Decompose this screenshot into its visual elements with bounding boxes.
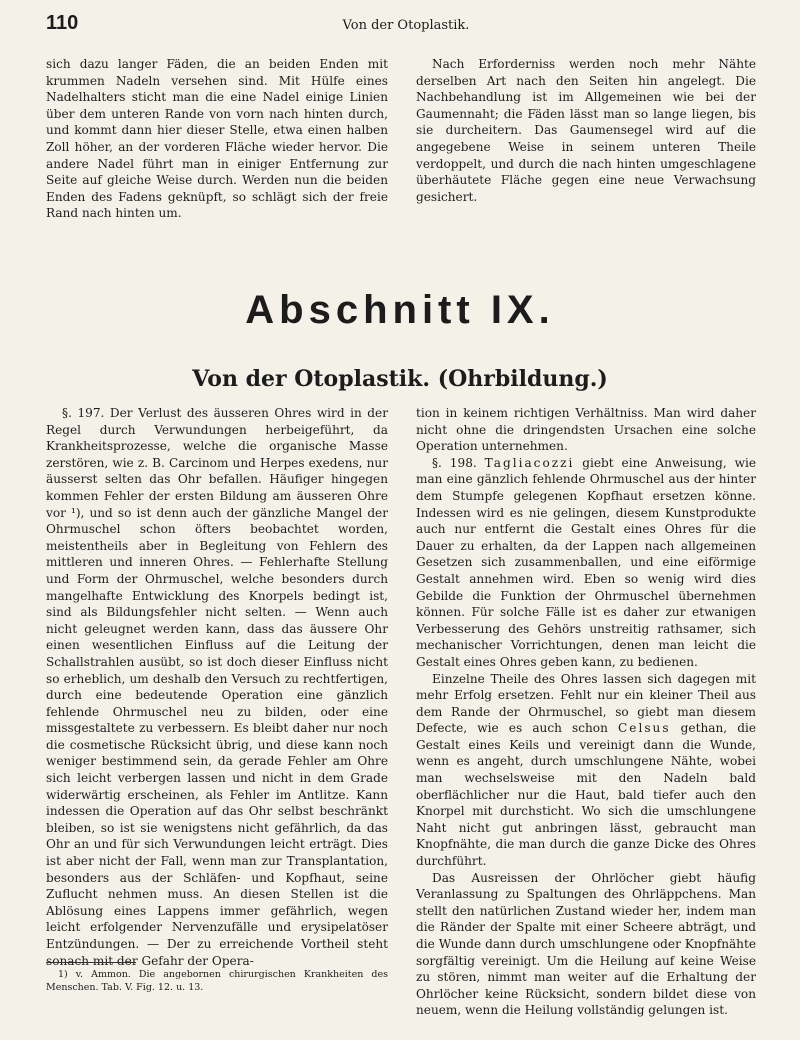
author-name: Tagliacozzi	[484, 455, 575, 470]
paragraph-198	[416, 455, 756, 671]
running-head	[46, 12, 766, 38]
paragraph-text: Einzelne Theile des Ohres lassen sich dagegen mit mehr Erfolg ersetzen. Fehlt nur ein kleiner Theil aus dem Rande der Ohrmuschel, so giebt man diesem Defecte, wie es auch schon	[416, 671, 756, 736]
paragraph: tion in keinem richtigen Verhältniss. Man wird daher nicht ohne die dringendsten Ursachen eine solche Operation unternehmen.	[416, 406, 756, 454]
paragraph: Das Ausreissen der Ohrlöcher giebt häufig Veranlassung zu Spaltungen des Ohrläppchens. Man stellt den natürlichen Zustand wieder her, indem man die Ränder der Spalte mit einer Scheere abträgt, und die Wunde dann durch umschlungene oder Knopfnähte sorgfältig vereinigt. Um die Heilung auf keine Weise zu stören, nimmt man weiter auf die Erhaltung der Ohrlöcher keine Rücksicht, sondern bildet diese von neuem, wenn die Heilung vollständig gelungen ist.	[416, 870, 756, 1018]
section-mark: §. 198.	[432, 455, 485, 470]
top-right-column	[416, 56, 756, 205]
paragraph	[416, 671, 756, 870]
footnote-rule	[46, 962, 136, 963]
paragraph-197: §. 197. Der Verlust des äusseren Ohres wird in der Regel durch Verwundungen herbeigeführt, da Krankheitsprozesse, welche die organische Masse zerstören, wie z. B. Carcinom und Herpes exedens, nur äusserst selten das Ohr befallen. Häufiger hingegen kommen Fehler der ersten Bildung am äusseren Ohre vor ¹), und so ist denn auch der gänzliche Mangel der Ohrmuschel schon öfters beobachtet worden, meistentheils aber in Begleitung von Fehlern des mittleren und inneren Ohres. — Fehlerhafte Stellung und Form der Ohrmuschel, welche besonders durch mangelhafte Entwicklung des Knorpels bedingt ist, sind als Bildungsfehler nicht selten. — Wenn auch nicht geleugnet werden kann, dass das äussere Ohr einen wesentlichen Einfluss auf die Leitung der Schallstrahlen ausübt, so ist doch dieser Einfluss nicht so erheblich, um deshalb den Versuch zu rechtfertigen, durch eine bedeutende Operation eine gänzlich fehlende Ohrmuschel neu zu bilden, oder eine missgestaltete zu verbessern. Es bleibt daher nur noch die cosmetische Rücksicht übrig, und diese kann noch weniger bestimmend sein, da gerade Fehler am Ohre sich leicht verbergen lassen und nicht in dem Grade widerwärtig erscheinen, als Fehler im Antlitze. Kann indessen die Operation auf das Ohr selbst beschränkt bleiben, so ist sie wenigstens nicht gefährlich, da das Ohr an und für sich Verwundungen leicht erträgt. Dies ist aber nicht der Fall, wenn man zur Transplantation, besonders aus der Schläfen- und Kopfhaut, seine Zuflucht nehmen muss. An diesen Stellen ist die Ablösung eines Lappens immer gefährlich, wegen leicht erfolgender Nervenzufälle und erysipelatöser Entzündungen. — Der zu erreichende Vortheil steht sonach mit der Gefahr der Opera-	[46, 406, 388, 968]
paragraph: Nach Erforderniss werden noch mehr Nähte derselben Art nach den Seiten hin angelegt. Die Nachbehandlung ist im Allgemeinen wie bei der Gaumennaht; die Fäden lässt man so lange liegen, bis sie durcheitern. Das Gaumensegel wird auf die angegebene Weise in seinem unteren Theile verdoppelt, und durch die nach hinten umgeschlagene überhäutete Fläche gegen eine neue Verwachsung gesichert.	[416, 57, 756, 204]
bottom-left-column	[46, 405, 388, 969]
paragraph-text: gethan, die Gestalt eines Keils und vereinigt dann die Wunde, wenn es angeht, durch umschlungene Nähte, wobei man wechselsweise mit den Nadeln bald oberflächlicher nur die Haut, bald tiefer auch den Knorpel mit durchsticht. Wo sich die umschlungene Naht nicht gut anbringen lässt, gebraucht man Knopfnähte, die man durch die ganze Dicke des Ohres durchführt.	[416, 721, 756, 869]
footnote-text: 1) v. Ammon. Die angebornen chirurgischen Krankheiten des Menschen. Tab. V. Fig. 12. u. 13.	[46, 969, 388, 993]
author-name: Celsus	[618, 721, 671, 736]
paragraph-text: giebt eine Anweisung, wie man eine gänzlich fehlende Ohrmuschel aus der hinter dem Stumpfe gelegenen Kopfhaut ersetzen könne. Indessen wird es nie gelingen, diesem Kunstprodukte auch nur entfernt die Gestalt eines Ohres für die Dauer zu erhalten, da der Lappen nach allgemeinen Gesetzen sich zusammenballen, und eine eiförmige Gestalt annehmen wird. Eben so wenig wird dies Gebilde die Funktion der Ohrmuschel übernehmen können. Für solche Fälle ist es daher zur etwanigen Verbesserung des Gehörs unstreitig rathsamer, sich mechanischer Vorrichtungen, denen man leicht die Gestalt eines Ohres geben kann, zu bedienen.	[416, 455, 756, 669]
top-left-column	[46, 56, 388, 222]
running-title: Von der Otoplastik.	[342, 18, 470, 33]
bottom-right-column	[416, 405, 756, 1019]
footnote	[46, 968, 388, 994]
section-heading: Abschnitt IX.	[245, 288, 555, 332]
paragraph: sich dazu langer Fäden, die an beiden Enden mit krummen Nadeln versehen sind. Mit Hülfe eines Nadelhalters sticht man die eine Nadel einige Linien über dem unteren Rande von vorn nach hinten durch, und kommt dann hier dieser Stelle, etwa einen halben Zoll höher, an der vorderen Fläche wieder hervor. Die andere Nadel führt man in einiger Entfernung zur Seite auf gleiche Weise durch. Werden nun die beiden Enden des Fadens geknüpft, so schlägt sich der freie Rand nach hinten um.	[46, 57, 388, 221]
section-subtitle: Von der Otoplastik. (Ohrbildung.)	[192, 366, 608, 392]
page-number: 110	[46, 12, 79, 34]
